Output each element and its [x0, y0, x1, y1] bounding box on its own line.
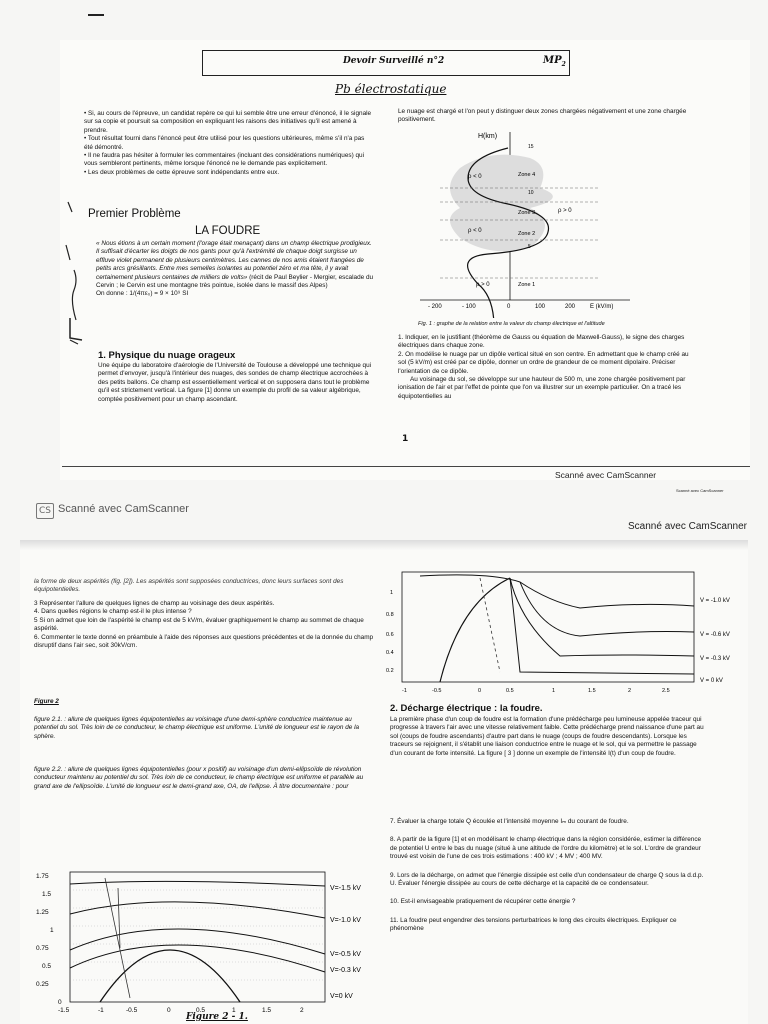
- fig21-ytick-6: 0.5: [42, 963, 52, 970]
- camscanner-stamp-2: Scanné avec CamScanner: [628, 521, 747, 532]
- fig21-label-5: V=0 kV: [330, 993, 353, 1000]
- fig22-label-2: V = -0.6 kV: [700, 632, 730, 638]
- quote-reference: (récit de Paul Beylier - Mergier, escalade du Cervin ; le Cervin est une montagne très pointue, isolée dans le massif des Alpes): [96, 273, 374, 290]
- page2-top-edge: [20, 540, 748, 550]
- fig21-label-1: V=-1.5 kV: [330, 885, 361, 892]
- fig22-label-1: V = -1.0 kV: [700, 598, 730, 604]
- figure-2-2-description: figure 2.2. : allure de quelques lignes équipotentielles (pour x positif) au voisinage d'un demi-ellipsoïde de révolution conducteur maintenu au potentiel du sol. Très loin de ce conducteur, le champ électrique est uniforme et parallèle au grand axe de l'ellipsoïde. L'unité de longueur est le demi-grand axe, OA, de l'ellipse. À titre documentaire : pour: [34, 766, 364, 790]
- question-1: 1. Indiquer, en le justifiant (théorème de Gauss ou équation de Maxwell-Gauss), le signe des charges électriques dans chaque zone.: [398, 334, 685, 350]
- ground-zone-text: Au voisinage du sol, se développe sur une hauteur de 500 m, une zone chargée positivement par ionisation de l'air et par l'effet de pointe que l'on va illustrer sur un exemple particulier. On a tracé les équipotentielles au: [398, 376, 686, 400]
- figure-2-2: [380, 562, 748, 700]
- fig22-xtick-7: 2: [628, 688, 632, 694]
- corner-mark: [88, 14, 104, 16]
- fig22-xtick-1: -1: [402, 688, 407, 694]
- handwritten-title: Pb électrostatique: [335, 82, 447, 96]
- fig21-ytick-8: 0: [58, 999, 62, 1006]
- page1-questions: [398, 334, 694, 401]
- fig1-ylabel: H(km): [478, 133, 498, 140]
- problem-title: Premier Problème: [88, 208, 181, 220]
- quote-text: « Nous étions à un certain moment (l'orage était menaçant) dans un champ électrique prodigieux. Il suffisait d'écarter les doigts de nos gants pour qu'à l'extrémité de chaque doigt surgisse un effluve violet permanent de plusieurs centimètres. Les cannes de nos amis étaient frangées de petits arcs grésillants. Entre mes semelles isolantes au potentiel zéro et ma tête, il y avait certainement plusieurs centaines de milliers de volts» (récit de Paul Beylier - Mergier, escalade du Cervin ; le Cervin est une montagne très pointue, isolée dans le massif des Alpes): [96, 240, 374, 290]
- page2-questions: [34, 600, 374, 650]
- fig21-ytick-3: 1.25: [36, 909, 49, 916]
- question-4: 4. Dans quelles régions le champ est-il le plus intense ?: [34, 608, 192, 616]
- instruction-3: • Il ne faudra pas hésiter à formuler les commentaires (incluant des considérations numériques) qui vous sembleront pertinents, même lorsque l'énoncé ne le demande pas explicitement.: [84, 152, 365, 168]
- fig1-caption: Fig. 1 : graphe de la relation entre la valeur du champ électrique et l'altitude: [418, 321, 605, 327]
- figure-1: [400, 128, 690, 318]
- fig21-ytick-5: 0.75: [36, 945, 49, 952]
- fig21-label-3: V=-0.5 kV: [330, 951, 361, 958]
- fig22-xtick-4: 0.5: [506, 688, 514, 694]
- fig1-ytick-5: 5: [528, 244, 531, 250]
- cloud-intro: Le nuage est chargé et l'on peut y distinguer deux zones chargées négativement et une zone chargée positivement.: [398, 108, 687, 124]
- fig21-xtick-7: 1.5: [262, 1007, 272, 1014]
- figure-2-title: Figure 2: [34, 698, 59, 705]
- instructions-block: [84, 110, 374, 177]
- fig22-ytick-2: 0.8: [386, 612, 394, 618]
- question-3: 3 Représenter l'allure de quelques lignes de champ au voisinage des deux aspérités.: [34, 600, 275, 607]
- fig21-ytick-4: 1: [50, 927, 54, 934]
- page-1-rule: [62, 466, 750, 467]
- page2-continued-text: la forme de deux aspérités (fig. [2]). Les aspérités sont supposées conductrices, donc leurs surfaces sont des équipotentielles.: [34, 578, 344, 594]
- camscanner-stamp-1-small: Scanné avec CamScanner: [676, 488, 724, 493]
- figure-2-1-description: figure 2.1. : allure de quelques lignes équipotentielles au voisinage d'une demi-sphère conductrice maintenue au potentiel du sol. Très loin de ce conducteur, le champ électrique est uniforme. L'unité de longueur est le rayon de la sphère.: [34, 716, 360, 740]
- fig1-xtick-1: - 200: [428, 304, 442, 310]
- fig1-xtick-5: 200: [565, 304, 576, 310]
- margin-annotations: [60, 190, 90, 390]
- fig22-xtick-5: 1: [552, 688, 556, 694]
- fig21-xtick-6: 1: [232, 1007, 236, 1014]
- fig1-ytick-15: 15: [528, 144, 534, 150]
- fig21-xtick-4: 0: [167, 1007, 171, 1014]
- fig1-xtick-3: 0: [507, 304, 511, 310]
- question-10: 10. Est-il envisageable pratiquement de récupérer cette énergie ?: [390, 898, 576, 906]
- fig22-ytick-3: 0.6: [386, 632, 394, 638]
- fig1-xlabel: E (kV/m): [590, 304, 614, 310]
- fig1-sign-4: ρ > 0: [476, 282, 490, 288]
- given-constant: On donne : 1/(4πε₀) = 9 × 10⁹ SI: [96, 290, 189, 298]
- fig1-sign-3: ρ < 0: [468, 228, 482, 234]
- subsection-1-text: Une équipe du laboratoire d'aérologie de l'Université de Toulouse a développé une technique qui permet d'envoyer, jusqu'à l'intérieur des nuages, des sondes de champ électrique accrochées à des petits ballons. Ce champ est essentiellement vertical et on supposera dans tout le problème qu'il est strictement vertical. La figure [1] donne un exemple du profil de sa valeur algébrique, comptée positivement pour un champ ascendant.: [98, 362, 372, 403]
- question-5: 5 Si on admet que loin de l'aspérité le champ est de 5 kV/m, évaluer graphiquement le champ au sommet de chaque aspérité.: [34, 616, 364, 633]
- question-7: 7. Évaluer la charge totale Q écoulée et l'intensité moyenne Iₘ du courant de foudre.: [390, 818, 629, 825]
- subsection-2-title: 2. Décharge électrique : la foudre.: [390, 703, 543, 714]
- fig22-xtick-6: 1.5: [588, 688, 596, 694]
- section-title: LA FOUDRE: [195, 225, 261, 237]
- fig1-zone-4: Zone 4: [518, 172, 536, 178]
- question-9: 9. Lors de la décharge, on admet que l'énergie dissipée est celle d'un condensateur de charge Q sous la d.d.p. U. Évaluer l'énergie dissipée au cours de cette décharge et la capacité de ce condensateur.: [390, 871, 704, 888]
- fig1-ytick-10: 10: [528, 190, 534, 196]
- fig21-ytick-1: 1.75: [36, 873, 49, 880]
- fig21-xtick-3: -0.5: [126, 1007, 138, 1014]
- fig1-xtick-4: 100: [535, 304, 546, 310]
- camscanner-stamp-1: Scanné avec CamScanner: [555, 470, 657, 480]
- fig22-label-4: V = 0 kV: [700, 678, 723, 684]
- question-11: 11. La foudre peut engendrer des tensions perturbatrices le long des circuits électriques. Expliquer ce phénomène: [390, 916, 677, 933]
- fig21-xtick-8: 2: [300, 1007, 304, 1014]
- question-6: 6. Commenter le texte donné en préambule à l'aide des réponses aux questions précédentes et de la donnée du champ disruptif dans l'air sec, soit 30kV/cm.: [34, 633, 374, 650]
- header-class: $MP_2$: [543, 55, 566, 68]
- page2-right-questions: [390, 818, 708, 934]
- fig21-ytick-7: 0.25: [36, 981, 49, 988]
- quote-block: [96, 240, 374, 299]
- fig22-ytick-4: 0.4: [386, 650, 394, 656]
- fig1-zone-3: Zone 3: [518, 210, 536, 216]
- fig1-xtick-2: - 100: [462, 304, 476, 310]
- fig22-label-3: V = -0.3 kV: [700, 656, 730, 662]
- fig1-sign-2: ρ > 0: [558, 208, 572, 214]
- fig21-label-2: V=-1.0 kV: [330, 917, 361, 924]
- question-2: 2. On modélise le nuage par un dipôle vertical situé en son centre. En admettant que le champ créé au sol (5 kV/m) est créé par ce dipôle, donner un ordre de grandeur de ce moment dipolaire. Préciser l'orientation de ce dipôle.: [398, 350, 689, 375]
- camscanner-logo: CS: [36, 503, 54, 519]
- instruction-4: • Les deux problèmes de cette épreuve sont indépendants entre eux.: [84, 168, 280, 176]
- figure-2-1: [30, 858, 375, 1018]
- page-number: 1: [402, 434, 409, 444]
- fig22-xtick-2: -0.5: [432, 688, 442, 694]
- fig21-ytick-2: 1.5: [42, 891, 52, 898]
- header-title: Devoir Surveillé n°2: [343, 56, 445, 66]
- fig1-zone-2: Zone 2: [518, 231, 536, 237]
- camscanner-label: Scanné avec CamScanner: [58, 503, 189, 515]
- fig21-xtick-1: -1.5: [58, 1007, 70, 1014]
- figure-2-1-caption: Figure 2 - 1.: [186, 1012, 248, 1022]
- question-8: 8. A partir de la figure [1] et en modélisant le champ électrique dans la région considérée, estimer la différence de potentiel U entre le bas du nuage (situé à une altitude de l'ordre du kilomètre) et le sol. L'ordre de grandeur trouvé est voisin de l'une de ces trois estimations : 400 kV ; 4 MV ; 400 MV.: [390, 836, 702, 861]
- fig21-label-4: V=-0.3 kV: [330, 967, 361, 974]
- fig21-xtick-5: 0.5: [196, 1007, 206, 1014]
- fig22-xtick-8: 2.5: [662, 688, 670, 694]
- instruction-2: • Tout résultat fourni dans l'énoncé peut être utilisé pour les questions ultérieures, même s'il n'a pas été démontré.: [84, 135, 365, 151]
- fig1-sign-1: ρ < 0: [468, 174, 482, 180]
- instruction-1: • Si, au cours de l'épreuve, un candidat repère ce qui lui semble être une erreur d'énoncé, il le signale sur sa copie et poursuit sa composition en expliquant les raisons des initiatives qu'il est amené à prendre.: [84, 110, 372, 134]
- fig22-ytick-1: 1: [390, 590, 394, 596]
- fig21-xtick-2: -1: [98, 1007, 104, 1014]
- header-box: [202, 50, 570, 76]
- subsection-2-text: La première phase d'un coup de foudre est la formation d'une prédécharge peu lumineuse appelée traceur qui progresse à travers l'air avec une vitesse relativement faible. Cette prédécharge prend naissance d'une part au sol (coups de foudre ascendants) d'autre part dans le nuage (coups de foudre descendants). Lorsque les traceurs se rejoignent, il s'établit une liaison conductrice entre le nuage et le sol, qui va permettre le passage d'un courant de forte intensité. La figure [ 3 ] donne un exemple de l'intensité I(t) d'un coup de foudre.: [390, 716, 704, 757]
- fig22-xtick-3: 0: [478, 688, 482, 694]
- subsection-1-title: 1. Physique du nuage orageux: [98, 350, 236, 361]
- fig22-ytick-5: 0.2: [386, 668, 394, 674]
- fig1-zone-1: Zone 1: [518, 282, 536, 288]
